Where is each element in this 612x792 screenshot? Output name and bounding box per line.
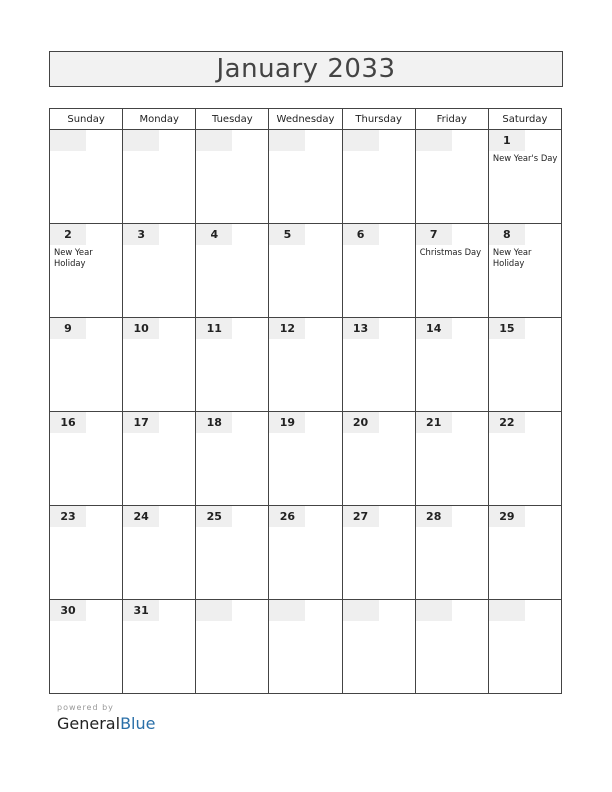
day-cell (269, 130, 342, 224)
day-number: 14 (416, 318, 452, 339)
day-cell (342, 224, 415, 318)
day-cell (50, 318, 123, 412)
day-cell (415, 224, 488, 318)
day-cell (488, 600, 561, 694)
day-number: 11 (196, 318, 232, 339)
day-number: 23 (50, 506, 86, 527)
day-number: 16 (50, 412, 86, 433)
calendar-week-row (50, 412, 562, 506)
day-cell (50, 600, 123, 694)
day-cell (269, 318, 342, 412)
calendar-week-row (50, 600, 562, 694)
weekday-header: Saturday (488, 109, 561, 130)
day-cell (488, 224, 561, 318)
day-number (269, 130, 305, 151)
day-number: 26 (269, 506, 305, 527)
day-cell (342, 130, 415, 224)
calendar-title: January 2033 (49, 51, 563, 87)
calendar-grid (49, 108, 562, 694)
day-number: 5 (269, 224, 305, 245)
day-number: 27 (343, 506, 379, 527)
day-cell (269, 600, 342, 694)
day-cell (123, 412, 196, 506)
day-cell (342, 506, 415, 600)
day-number: 22 (489, 412, 525, 433)
day-cell (196, 224, 269, 318)
holiday-label: Christmas Day (419, 247, 482, 257)
holiday-label: New Year's Day (492, 153, 558, 163)
day-cell (342, 600, 415, 694)
day-number: 4 (196, 224, 232, 245)
brand-name-part1: General (57, 714, 121, 733)
day-number: 29 (489, 506, 525, 527)
holiday-label: New Year Holiday (54, 247, 93, 268)
day-number: 12 (269, 318, 305, 339)
day-cell (196, 506, 269, 600)
day-cell (50, 130, 123, 224)
day-number (489, 600, 525, 621)
day-cell (50, 224, 123, 318)
day-cell (269, 224, 342, 318)
day-number: 13 (343, 318, 379, 339)
footer-logo (57, 703, 155, 733)
calendar-week-row (50, 224, 562, 318)
day-cell (196, 600, 269, 694)
day-number: 25 (196, 506, 232, 527)
day-number: 20 (343, 412, 379, 433)
day-number: 21 (416, 412, 452, 433)
day-number (50, 130, 86, 151)
day-number (196, 130, 232, 151)
day-cell (196, 412, 269, 506)
powered-by-text: powered by (57, 703, 114, 712)
day-number: 15 (489, 318, 525, 339)
day-number: 2 (50, 224, 86, 245)
day-cell (488, 318, 561, 412)
day-number: 19 (269, 412, 305, 433)
day-cell (269, 506, 342, 600)
day-number: 9 (50, 318, 86, 339)
day-cell (123, 318, 196, 412)
day-cell (196, 318, 269, 412)
weekday-header: Sunday (50, 109, 123, 130)
day-cell (415, 318, 488, 412)
day-cell (415, 600, 488, 694)
day-number (196, 600, 232, 621)
day-cell (269, 412, 342, 506)
weekday-header: Monday (123, 109, 196, 130)
day-number: 17 (123, 412, 159, 433)
day-cell (415, 130, 488, 224)
day-cell (196, 130, 269, 224)
day-cell (415, 412, 488, 506)
weekday-header: Wednesday (269, 109, 342, 130)
day-number: 18 (196, 412, 232, 433)
day-number: 24 (123, 506, 159, 527)
weekday-header: Thursday (342, 109, 415, 130)
brand-name (57, 714, 155, 733)
day-number (416, 130, 452, 151)
day-cell (415, 506, 488, 600)
day-cell (488, 130, 561, 224)
day-number (343, 130, 379, 151)
day-cell (488, 412, 561, 506)
day-number: 6 (343, 224, 379, 245)
day-number: 30 (50, 600, 86, 621)
day-number: 28 (416, 506, 452, 527)
day-cell (123, 130, 196, 224)
calendar-week-row (50, 318, 562, 412)
day-number: 31 (123, 600, 159, 621)
weekday-header: Friday (415, 109, 488, 130)
calendar-week-row (50, 130, 562, 224)
day-number (343, 600, 379, 621)
day-cell (488, 506, 561, 600)
day-cell (50, 412, 123, 506)
calendar-week-row (50, 506, 562, 600)
day-cell (342, 318, 415, 412)
weekday-header-row (50, 109, 562, 130)
day-number (416, 600, 452, 621)
day-number: 8 (489, 224, 525, 245)
day-number: 7 (416, 224, 452, 245)
day-cell (123, 600, 196, 694)
day-cell (342, 412, 415, 506)
day-cell (50, 506, 123, 600)
day-number (123, 130, 159, 151)
holiday-label: New Year Holiday (492, 247, 532, 268)
day-number: 10 (123, 318, 159, 339)
day-cell (123, 506, 196, 600)
day-number: 3 (123, 224, 159, 245)
brand-name-part2: Blue (120, 714, 156, 733)
day-number (269, 600, 305, 621)
day-number: 1 (489, 130, 525, 151)
day-cell (123, 224, 196, 318)
weekday-header: Tuesday (196, 109, 269, 130)
